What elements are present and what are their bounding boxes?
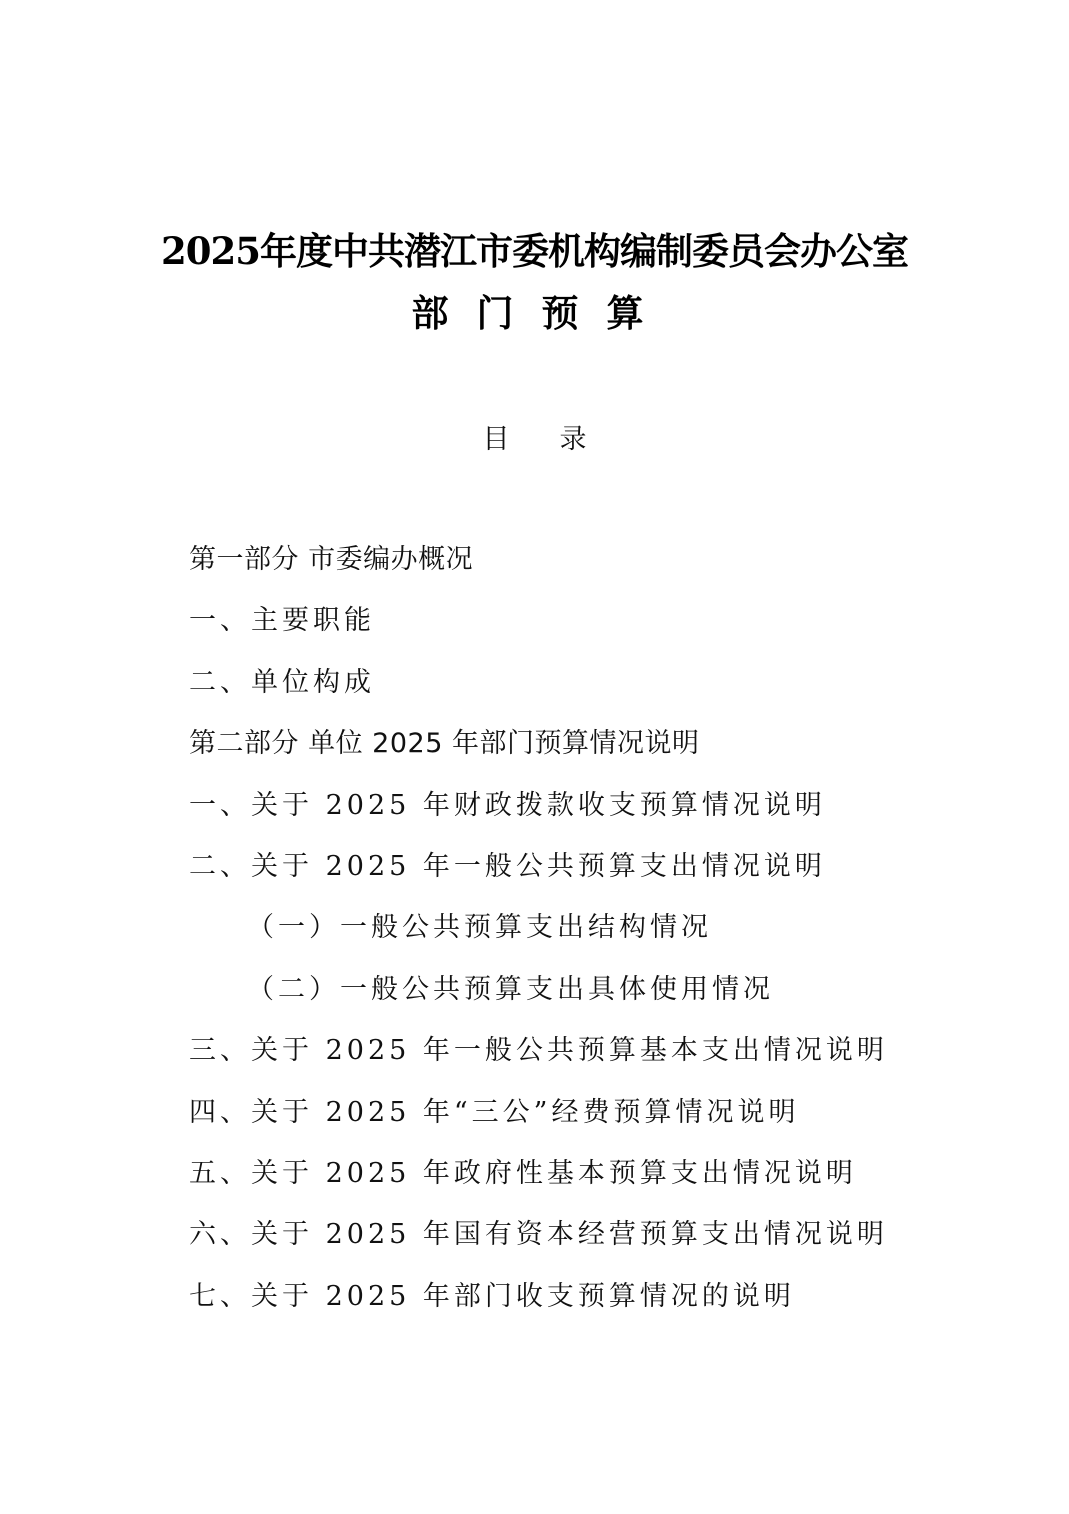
- toc-item: 一、关于 2025 年财政拨款收支预算情况说明: [189, 789, 826, 821]
- toc-item: 四、关于 2025 年“三公”经费预算情况说明: [189, 1096, 800, 1128]
- toc-subitem: （二）一般公共预算支出具体使用情况: [247, 973, 774, 1005]
- toc-heading: 目录: [482, 424, 637, 455]
- toc-item: 二、关于 2025 年一般公共预算支出情况说明: [189, 850, 826, 882]
- toc-item: 七、关于 2025 年部门收支预算情况的说明: [189, 1280, 795, 1312]
- toc-item: 一、主要职能: [189, 605, 375, 637]
- toc-part-2: 第二部分 单位 2025 年部门预算情况说明: [189, 728, 700, 760]
- toc-subitem: （一）一般公共预算支出结构情况: [247, 912, 712, 944]
- toc-item: 五、关于 2025 年政府性基本预算支出情况说明: [189, 1157, 857, 1189]
- table-of-contents: [189, 538, 949, 1336]
- toc-item: 六、关于 2025 年国有资本经营预算支出情况说明: [189, 1219, 888, 1251]
- document-title: 2025年度中共潜江市委机构编制委员会办公室: [161, 229, 908, 273]
- toc-item: 三、关于 2025 年一般公共预算基本支出情况说明: [189, 1035, 888, 1067]
- document-subtitle: 部门预算: [411, 291, 672, 335]
- toc-item: 二、单位构成: [189, 666, 375, 698]
- toc-part-1: 第一部分 市委编办概况: [189, 544, 474, 575]
